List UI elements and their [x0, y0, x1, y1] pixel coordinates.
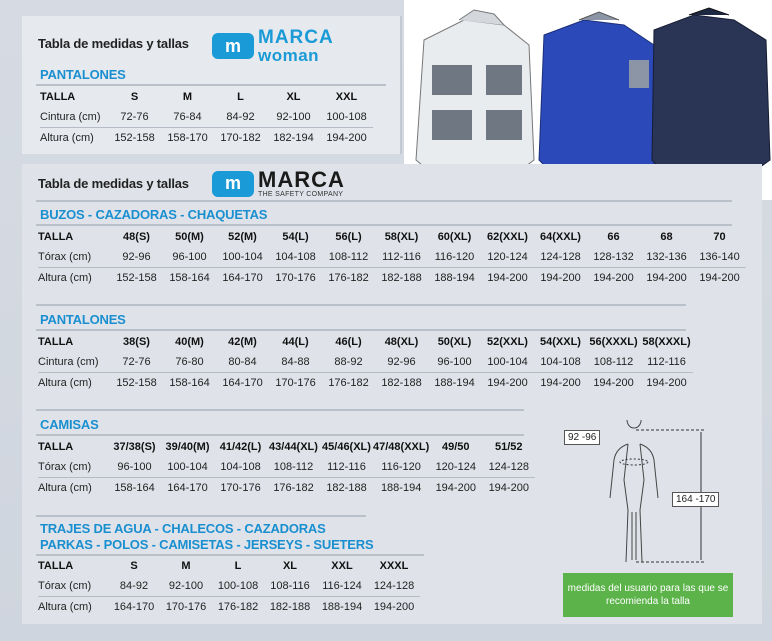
table-cell: XL [286, 91, 301, 103]
table-cell: 182-194 [267, 128, 320, 149]
table-cell: 92-96 [122, 251, 151, 263]
divider [36, 224, 732, 226]
row-label: TALLA [38, 441, 74, 453]
table-cell: 104-108 [220, 461, 261, 473]
table-cell: 182-188 [320, 478, 373, 499]
table-cell: 49/50 [441, 441, 470, 453]
table-cell: 152-158 [110, 268, 163, 289]
table-cell: 132-136 [646, 251, 687, 263]
camisas-title: CAMISAS [40, 417, 99, 432]
table-cell: 76-84 [173, 111, 202, 123]
buzos-table [38, 227, 746, 288]
table-cell: 136-140 [699, 251, 740, 263]
table-cell: XXXL [379, 560, 409, 572]
table-row [40, 107, 373, 128]
marca-safety-logo [212, 169, 345, 198]
table-cell: 194-200 [368, 597, 420, 618]
table-cell: 84-88 [281, 356, 310, 368]
table-cell: 124-128 [373, 580, 415, 592]
table-cell: 92-100 [168, 580, 204, 592]
table-cell: 182-188 [375, 373, 428, 394]
table-cell: 66 [607, 231, 620, 243]
table-cell: 116-120 [381, 461, 421, 473]
table-cell: 46(L) [335, 336, 362, 348]
table-cell: 38(S) [123, 336, 150, 348]
table-cell: 56(L) [335, 231, 362, 243]
marca-woman-logo [212, 28, 334, 64]
row-label: TALLA [40, 91, 76, 103]
row-label: TALLA [38, 231, 74, 243]
table-cell: 56(XXXL) [589, 336, 638, 348]
table-cell: 112-116 [647, 356, 686, 368]
buzos-title: BUZOS - CAZADORAS - CHAQUETAS [40, 207, 268, 222]
table-cell: XXL [335, 91, 358, 103]
table-header-row [38, 332, 693, 352]
table-cell: 50(M) [175, 231, 204, 243]
table-cell: 62(XXL) [487, 231, 528, 243]
table-cell: 88-92 [334, 356, 363, 368]
table-cell: 194-200 [481, 268, 534, 289]
table-cell: 164-170 [108, 597, 160, 618]
table-cell: 50(XL) [437, 336, 472, 348]
divider [36, 409, 524, 411]
table-cell: 194-200 [534, 373, 587, 394]
table-cell: 100-104 [487, 356, 528, 368]
divider [36, 200, 732, 202]
table-cell: 194-200 [587, 373, 640, 394]
table-cell: 188-194 [316, 597, 368, 618]
table-cell: 104-108 [540, 356, 581, 368]
table-cell: L [234, 560, 242, 572]
table-cell: 112-116 [382, 251, 421, 263]
table-cell: 54(L) [282, 231, 309, 243]
trajes-table [38, 556, 420, 617]
table-cell: 96-100 [172, 251, 207, 263]
table-cell: 164-170 [216, 373, 269, 394]
trajes-title-line1: TRAJES DE AGUA - CHALECOS - CAZADORAS [40, 521, 326, 536]
divider [36, 515, 366, 517]
divider [36, 434, 524, 436]
row-label: Altura (cm) [40, 128, 108, 149]
table-cell: 170-176 [160, 597, 212, 618]
table-cell: 116-124 [322, 580, 362, 592]
table-row [38, 457, 535, 478]
table-cell: 188-194 [428, 268, 481, 289]
table-cell: 42(M) [228, 336, 257, 348]
table-cell: 176-182 [212, 597, 264, 618]
woman-pantalones-title: PANTALONES [40, 67, 126, 82]
table-cell: 100-104 [222, 251, 263, 263]
table-cell: 92-100 [276, 111, 311, 123]
table-cell: 96-100 [117, 461, 152, 473]
table-cell: 176-182 [267, 478, 320, 499]
divider [36, 84, 386, 86]
table-cell: 64(XXL) [540, 231, 581, 243]
table-cell: 48(S) [123, 231, 150, 243]
logo-tagline-text: THE SAFETY COMPANY [258, 191, 344, 198]
table-row [38, 597, 420, 618]
table-cell: 108-116 [270, 580, 310, 592]
table-cell: 124-128 [540, 251, 581, 263]
table-cell: 194-200 [429, 478, 482, 499]
table-cell: 194-200 [320, 128, 373, 149]
row-label: Cintura (cm) [38, 356, 99, 368]
table-cell: 152-158 [110, 373, 163, 394]
marca-logo-icon: m [212, 33, 254, 59]
table-cell: 54(XXL) [540, 336, 581, 348]
table-cell: 72-76 [120, 111, 149, 123]
table-cell: S [130, 560, 138, 572]
table-header-row [40, 87, 373, 107]
table-cell: 100-108 [326, 111, 367, 123]
table-cell: 164-170 [216, 268, 269, 289]
pantalones-title: PANTALONES [40, 312, 126, 327]
table-cell: 120-124 [487, 251, 528, 263]
table-cell: 194-200 [693, 268, 746, 289]
table-cell: M [181, 560, 191, 572]
table-cell: 182-188 [264, 597, 316, 618]
table-cell: 60(XL) [437, 231, 472, 243]
table-cell: 45/46(XL) [322, 441, 371, 453]
table-cell: 39/40(M) [165, 441, 210, 453]
table-cell: 158-164 [163, 268, 216, 289]
table-cell: 47/48(XXL) [373, 441, 430, 453]
table-row [38, 576, 420, 597]
table-cell: 37/38(S) [113, 441, 156, 453]
logo-marca-text: MARCA [258, 27, 334, 48]
table-row [38, 373, 693, 394]
table-cell: 188-194 [373, 478, 429, 499]
table-row [38, 478, 535, 499]
user-measure-note: medidas del usuario para las que se recomienda la talla [563, 573, 733, 617]
divider [36, 329, 686, 331]
table-cell: 76-80 [175, 356, 204, 368]
table-cell: 96-100 [437, 356, 472, 368]
table-cell: 100-104 [167, 461, 208, 473]
table-header-row [38, 227, 746, 247]
pantalones-table [38, 332, 693, 393]
table-cell: 58(XXXL) [642, 336, 691, 348]
row-label: Altura (cm) [38, 478, 108, 499]
marca-logo-icon: m [212, 171, 254, 197]
row-label: TALLA [38, 560, 74, 572]
table-cell: 92-96 [387, 356, 416, 368]
table-cell: 52(XXL) [487, 336, 528, 348]
table-cell: 128-132 [593, 251, 634, 263]
table-cell: 158-164 [108, 478, 161, 499]
table-cell: 48(XL) [384, 336, 419, 348]
table-cell: 170-176 [214, 478, 267, 499]
main-chart-title: Tabla de medidas y tallas [38, 176, 189, 191]
table-cell: 84-92 [119, 580, 149, 592]
table-cell: 176-182 [322, 268, 375, 289]
table-cell: 116-120 [434, 251, 475, 263]
row-label: Altura (cm) [38, 268, 110, 289]
table-cell: 108-112 [593, 356, 634, 368]
table-cell: 124-128 [488, 461, 529, 473]
row-label: Tórax (cm) [38, 251, 92, 263]
table-cell: 188-194 [428, 373, 481, 394]
camisas-table [38, 437, 535, 498]
table-cell: 158-164 [163, 373, 216, 394]
row-label: Tórax (cm) [38, 461, 92, 473]
table-cell: 40(M) [175, 336, 204, 348]
row-label: Altura (cm) [38, 373, 110, 394]
table-cell: 72-76 [122, 356, 151, 368]
table-cell: 100-108 [217, 580, 259, 592]
table-cell: 170-182 [214, 128, 267, 149]
table-cell: 170-176 [269, 268, 322, 289]
chest-measure-tag: 92 -96 [564, 430, 600, 445]
table-cell: 120-124 [435, 461, 476, 473]
row-label: Cintura (cm) [40, 111, 101, 123]
table-cell: 52(M) [228, 231, 257, 243]
table-cell: 70 [713, 231, 726, 243]
table-row [38, 352, 693, 373]
body-measure-figure [556, 420, 736, 570]
woman-pantalones-table [40, 87, 373, 148]
table-cell: 80-84 [228, 356, 257, 368]
table-header-row [38, 556, 420, 576]
table-cell: XL [282, 560, 298, 572]
table-cell: 194-200 [640, 268, 693, 289]
table-cell: XXL [331, 560, 353, 572]
table-row [38, 268, 746, 289]
row-label: Altura (cm) [38, 597, 108, 618]
table-cell: 58(XL) [384, 231, 419, 243]
table-cell: 152-158 [108, 128, 161, 149]
table-cell: 108-112 [328, 251, 369, 263]
table-cell: 68 [660, 231, 673, 243]
table-cell: 194-200 [534, 268, 587, 289]
table-cell: M [182, 91, 193, 103]
table-cell: 51/52 [494, 441, 523, 453]
table-cell: 176-182 [322, 373, 375, 394]
table-cell: S [130, 91, 139, 103]
table-cell: 44(L) [282, 336, 309, 348]
table-cell: 194-200 [640, 373, 693, 394]
table-cell: 112-116 [327, 461, 366, 473]
table-row [40, 128, 373, 149]
table-cell: 108-112 [273, 461, 314, 473]
table-cell: 194-200 [587, 268, 640, 289]
row-label: Tórax (cm) [38, 580, 92, 592]
table-row [38, 247, 746, 268]
table-cell: L [237, 91, 244, 103]
height-measure-tag: 164 -170 [672, 492, 719, 507]
table-cell: 158-170 [161, 128, 214, 149]
logo-marca-text: MARCA [258, 167, 345, 192]
logo-woman-text: woman [258, 46, 320, 65]
divider [36, 304, 686, 306]
table-cell: 182-188 [375, 268, 428, 289]
table-cell: 194-200 [481, 373, 534, 394]
table-cell: 170-176 [269, 373, 322, 394]
trajes-title-line2: PARKAS - POLOS - CAMISETAS - JERSEYS - SUETERS [40, 537, 374, 552]
table-cell: 194-200 [482, 478, 535, 499]
row-label: TALLA [38, 336, 74, 348]
woman-chart-title: Tabla de medidas y tallas [38, 36, 189, 51]
table-cell: 84-92 [226, 111, 255, 123]
table-cell: 41/42(L) [219, 441, 262, 453]
table-cell: 104-108 [275, 251, 316, 263]
table-cell: 164-170 [161, 478, 214, 499]
table-header-row [38, 437, 535, 457]
table-cell: 43/44(XL) [269, 441, 318, 453]
